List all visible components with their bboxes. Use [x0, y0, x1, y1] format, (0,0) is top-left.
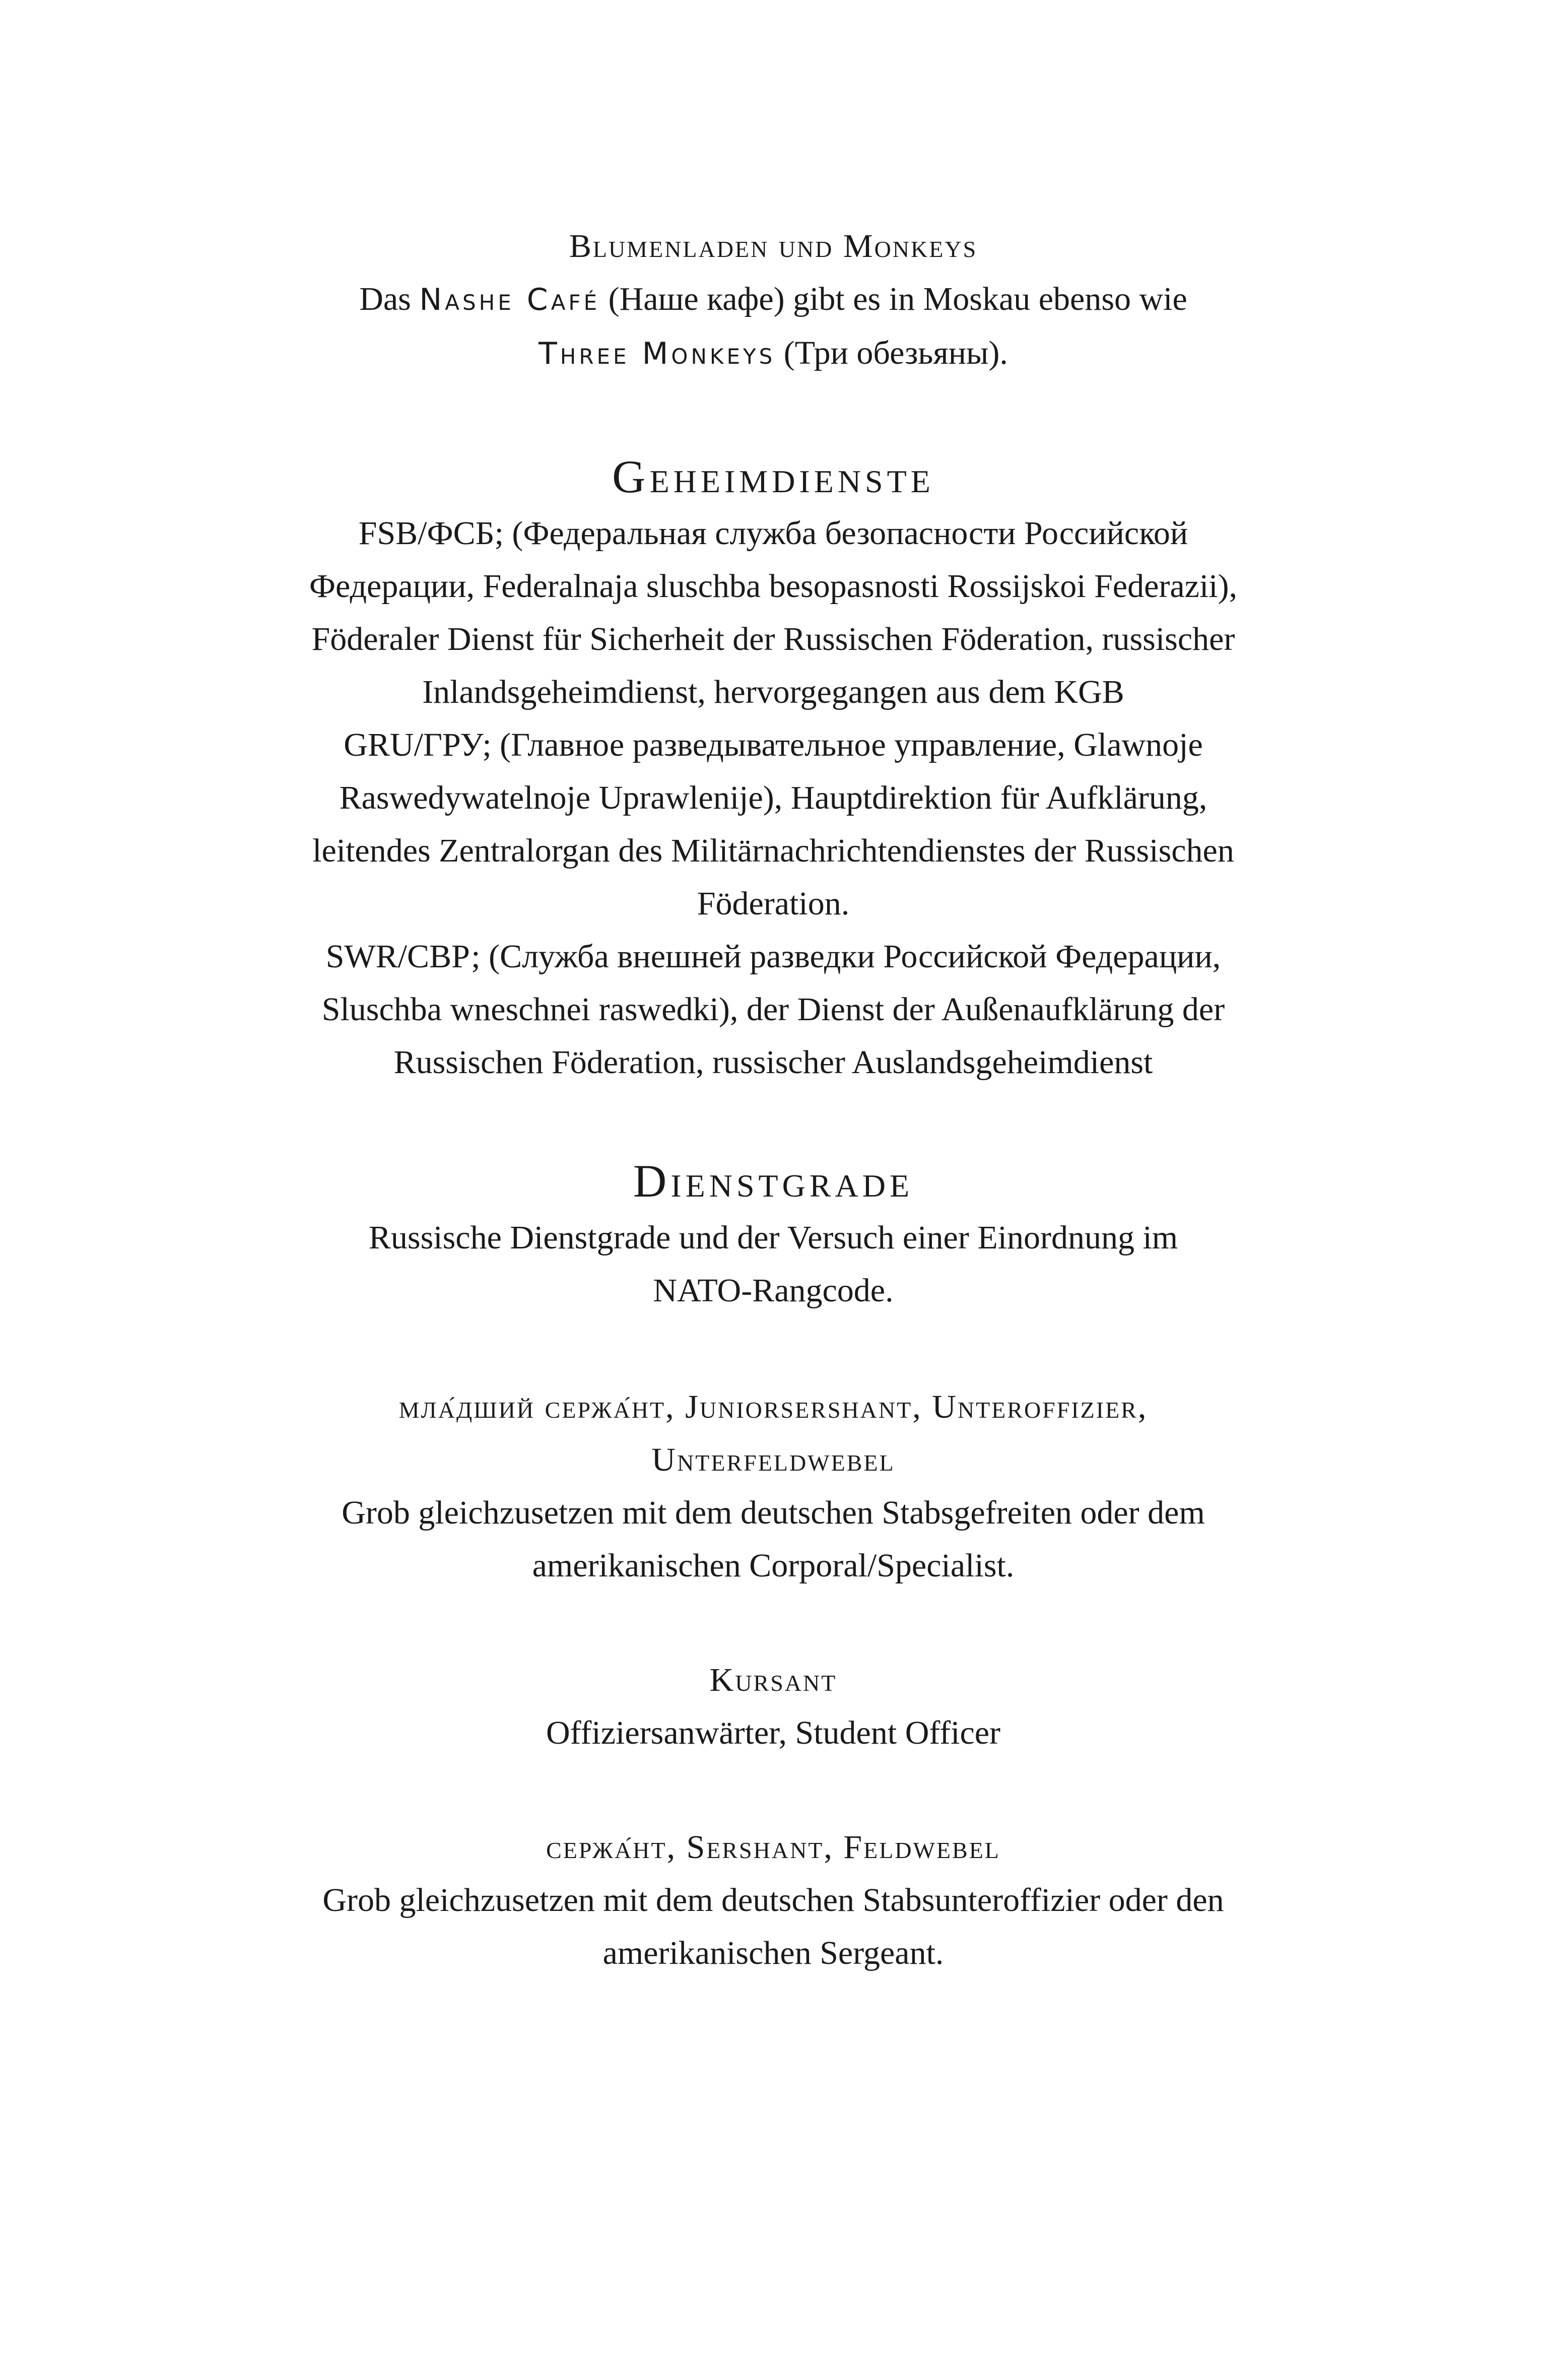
- rank-description-line: amerikanischen Sergeant.: [602, 1935, 944, 1971]
- geheimdienste-line: Russischen Föderation, russischer Auslandsgeheimdienst: [393, 1044, 1153, 1081]
- geheimdienste-line: Федерации, Federalnaja sluschba besopasnosti Rossijskoi Federazii),: [309, 568, 1238, 605]
- geheimdienste-line: Inlandsgeheimdienst, hervorgegangen aus dem KGB: [422, 674, 1124, 710]
- nashe-cafe-name: Nashe Café: [419, 282, 600, 317]
- rank-title-line: сержа́нт, Sershant, Feldwebel: [546, 1829, 1000, 1866]
- geheimdienste-line: SWR/СВР; (Служба внешней разведки Российской Федерации,: [325, 938, 1221, 975]
- three-monkeys-name: Three Monkeys: [539, 336, 776, 371]
- blumenladen-line-1: Das Nashe Café (Наше кафе) gibt es in Moskau ebenso wie: [359, 281, 1187, 317]
- dienstgrade-intro-line: NATO-Rangcode.: [653, 1272, 894, 1309]
- rank-title-line: мла́дший сержа́нт, Juniorsershant, Unteroffizier,: [398, 1389, 1148, 1425]
- geheimdienste-section: [242, 446, 1305, 1089]
- rank-entry-sershant: [242, 1821, 1305, 1979]
- dienstgrade-heading: Dienstgrade: [633, 1155, 914, 1207]
- rank-description-line: Grob gleichzusetzen mit dem deutschen Stabsgefreiten oder dem: [342, 1494, 1205, 1531]
- blumenladen-heading: Blumenladen und Monkeys: [569, 228, 978, 265]
- rank-description-line: Offiziersanwärter, Student Officer: [546, 1714, 1001, 1751]
- geheimdienste-line: GRU/ГРУ; (Главное разведывательное управление, Glawnoje: [344, 726, 1203, 763]
- rank-entry-kursant: [242, 1654, 1305, 1759]
- rank-title-line: Unterfeldwebel: [651, 1441, 895, 1478]
- rank-entry-junior-sershant: [242, 1380, 1305, 1592]
- geheimdienste-line: Föderaler Dienst für Sicherheit der Russischen Föderation, russischer: [311, 621, 1235, 657]
- blumenladen-section: [242, 220, 1305, 380]
- geheimdienste-line: FSB/ФСБ; (Федеральная служба безопасности Российской: [358, 515, 1188, 552]
- geheimdienste-heading: Geheimdienste: [612, 451, 934, 502]
- geheimdienste-line: Sluschba wneschnei raswedki), der Dienst der Außenaufklärung der: [321, 991, 1225, 1028]
- geheimdienste-line: leitendes Zentralorgan des Militärnachrichtendienstes der Russischen: [312, 832, 1234, 869]
- rank-description-line: amerikanischen Corporal/Specialist.: [532, 1547, 1015, 1584]
- rank-title-line: Kursant: [709, 1662, 837, 1698]
- blumenladen-line-2: Three Monkeys (Три обезьяны).: [539, 335, 1008, 371]
- rank-description-line: Grob gleichzusetzen mit dem deutschen Stabsunteroffizier oder den: [322, 1882, 1224, 1919]
- dienstgrade-section: [242, 1151, 1305, 1317]
- geheimdienste-line: Raswedywatelnoje Uprawlenije), Hauptdirektion für Aufklärung,: [339, 779, 1207, 816]
- dienstgrade-intro-line: Russische Dienstgrade und der Versuch einer Einordnung im: [368, 1219, 1178, 1256]
- geheimdienste-line: Föderation.: [697, 885, 850, 922]
